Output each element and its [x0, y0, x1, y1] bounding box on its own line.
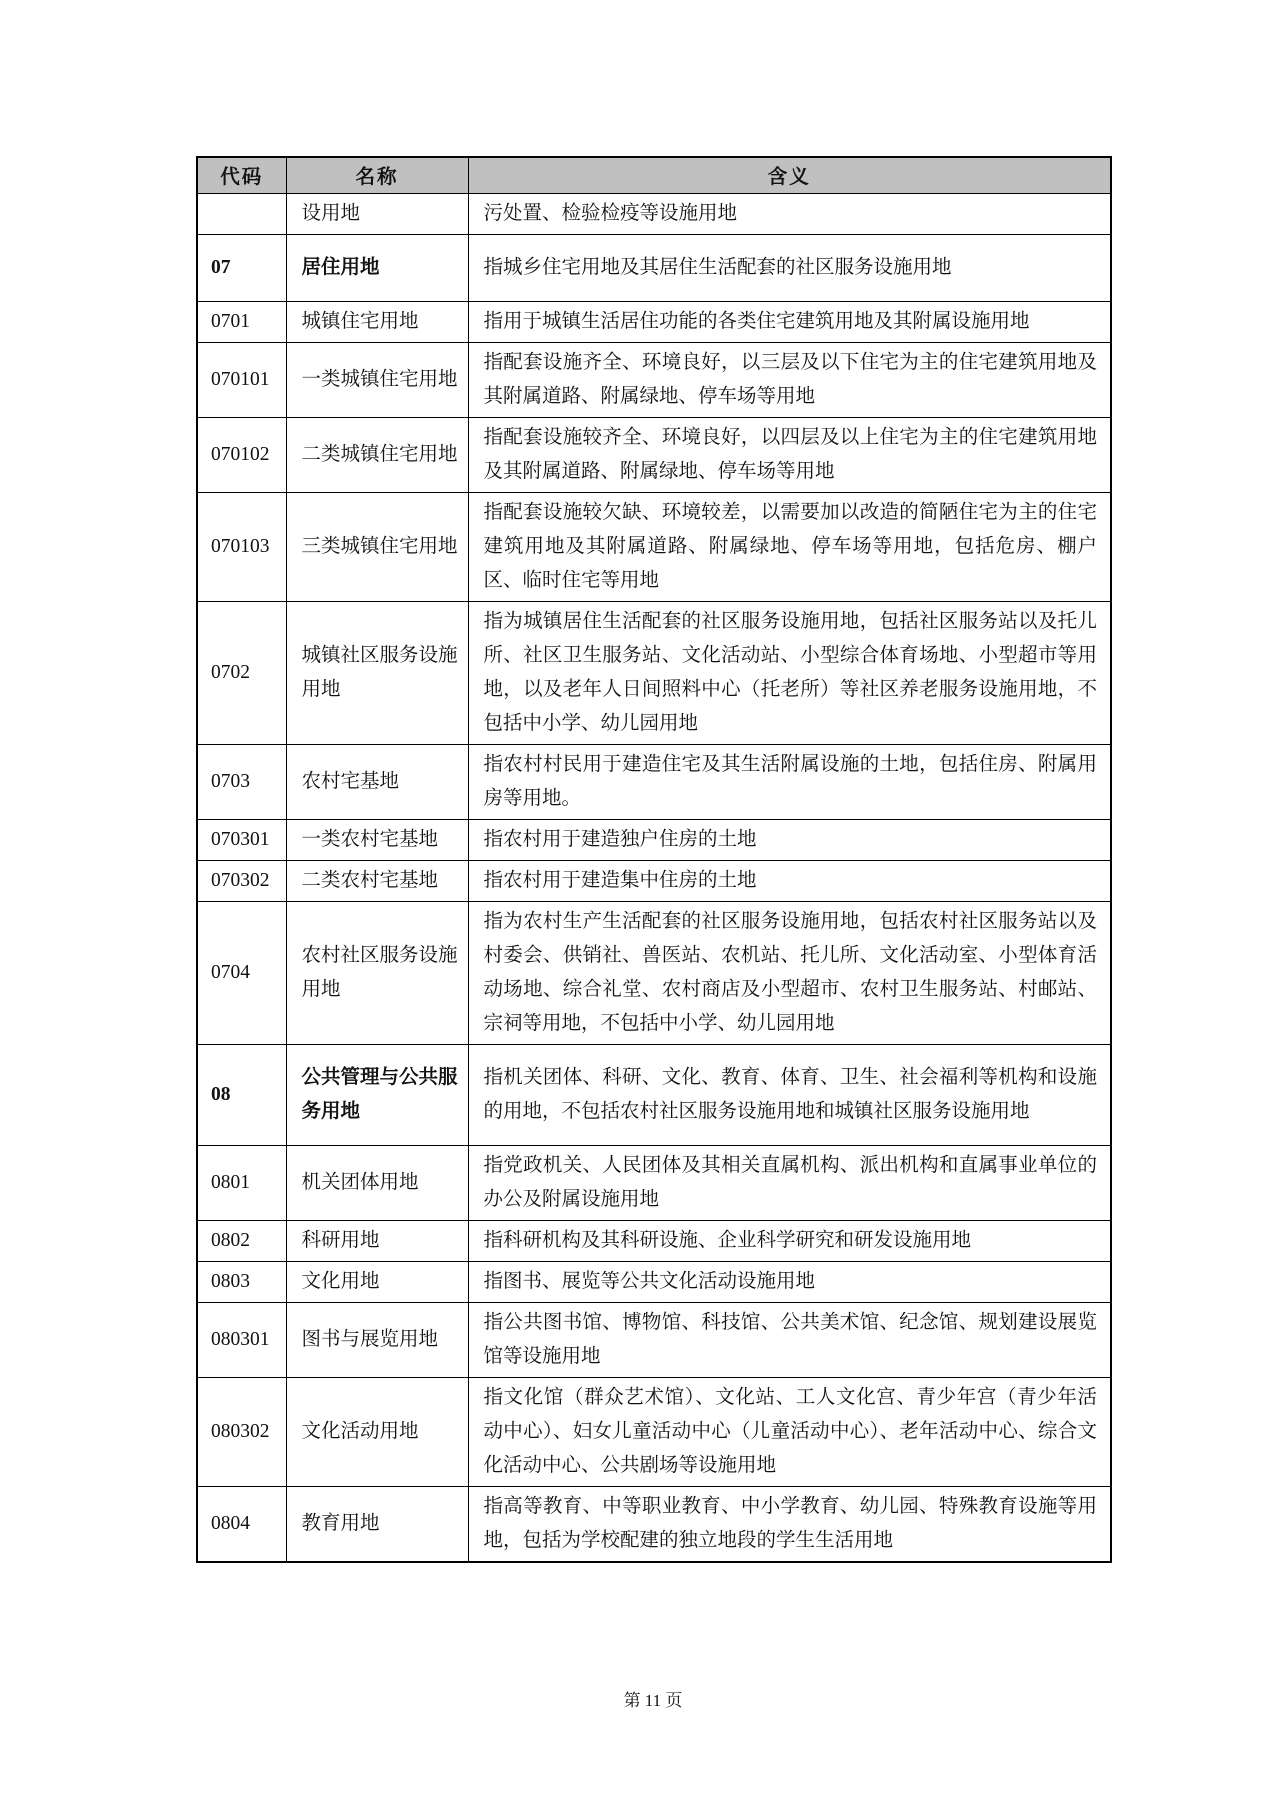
code-cell: 0802	[197, 1220, 286, 1261]
column-header: 含义	[468, 157, 1111, 193]
table-row	[197, 744, 1111, 819]
name-cell: 教育用地	[286, 1486, 468, 1562]
name-cell: 文化活动用地	[286, 1377, 468, 1486]
name-cell: 机关团体用地	[286, 1145, 468, 1220]
meaning-cell: 指为农村生产生活配套的社区服务设施用地，包括农村社区服务站以及村委会、供销社、兽医站、农机站、托儿所、文化活动室、小型体育活动场地、综合礼堂、农村商店及小型超市、农村卫生服务站、村邮站、宗祠等用地，不包括中小学、幼儿园用地	[468, 901, 1111, 1044]
code-cell: 0801	[197, 1145, 286, 1220]
meaning-cell: 指用于城镇生活居住功能的各类住宅建筑用地及其附属设施用地	[468, 301, 1111, 342]
name-cell: 科研用地	[286, 1220, 468, 1261]
name-cell: 城镇社区服务设施用地	[286, 601, 468, 744]
name-cell: 公共管理与公共服务用地	[286, 1044, 468, 1145]
table-body	[197, 193, 1111, 1562]
meaning-cell: 指党政机关、人民团体及其相关直属机构、派出机构和直属事业单位的办公及附属设施用地	[468, 1145, 1111, 1220]
code-cell: 070302	[197, 860, 286, 901]
meaning-cell: 指科研机构及其科研设施、企业科学研究和研发设施用地	[468, 1220, 1111, 1261]
name-cell: 居住用地	[286, 234, 468, 301]
name-cell: 一类农村宅基地	[286, 819, 468, 860]
meaning-cell: 指文化馆（群众艺术馆）、文化站、工人文化宫、青少年宫（青少年活动中心）、妇女儿童活动中心（儿童活动中心）、老年活动中心、综合文化活动中心、公共剧场等设施用地	[468, 1377, 1111, 1486]
name-cell: 二类城镇住宅用地	[286, 417, 468, 492]
meaning-cell: 指为城镇居住生活配套的社区服务设施用地，包括社区服务站以及托儿所、社区卫生服务站、文化活动站、小型综合体育场地、小型超市等用地，以及老年人日间照料中心（托老所）等社区养老服务设施用地，不包括中小学、幼儿园用地	[468, 601, 1111, 744]
code-cell: 070102	[197, 417, 286, 492]
meaning-cell: 指公共图书馆、博物馆、科技馆、公共美术馆、纪念馆、规划建设展览馆等设施用地	[468, 1302, 1111, 1377]
table-row	[197, 860, 1111, 901]
code-cell: 070101	[197, 342, 286, 417]
table-row	[197, 301, 1111, 342]
code-cell: 070103	[197, 492, 286, 601]
name-cell: 文化用地	[286, 1261, 468, 1302]
meaning-cell: 指配套设施较齐全、环境良好，以四层及以上住宅为主的住宅建筑用地及其附属道路、附属绿地、停车场等用地	[468, 417, 1111, 492]
meaning-cell: 指农村村民用于建造住宅及其生活附属设施的土地，包括住房、附属用房等用地。	[468, 744, 1111, 819]
code-cell: 0804	[197, 1486, 286, 1562]
table-row	[197, 342, 1111, 417]
code-cell	[197, 193, 286, 234]
meaning-cell: 指城乡住宅用地及其居住生活配套的社区服务设施用地	[468, 234, 1111, 301]
table-row	[197, 1377, 1111, 1486]
meaning-cell: 指图书、展览等公共文化活动设施用地	[468, 1261, 1111, 1302]
code-cell: 080302	[197, 1377, 286, 1486]
code-cell: 080301	[197, 1302, 286, 1377]
meaning-cell: 指机关团体、科研、文化、教育、体育、卫生、社会福利等机构和设施的用地，不包括农村社区服务设施用地和城镇社区服务设施用地	[468, 1044, 1111, 1145]
column-header: 代码	[197, 157, 286, 193]
table-row	[197, 417, 1111, 492]
name-cell: 农村宅基地	[286, 744, 468, 819]
code-cell: 0803	[197, 1261, 286, 1302]
table-header-row	[197, 157, 1111, 193]
meaning-cell: 指高等教育、中等职业教育、中小学教育、幼儿园、特殊教育设施等用地，包括为学校配建的独立地段的学生生活用地	[468, 1486, 1111, 1562]
code-cell: 0704	[197, 901, 286, 1044]
table-row	[197, 1044, 1111, 1145]
name-cell: 三类城镇住宅用地	[286, 492, 468, 601]
table-row	[197, 492, 1111, 601]
code-cell: 07	[197, 234, 286, 301]
meaning-cell: 指农村用于建造集中住房的土地	[468, 860, 1111, 901]
name-cell: 一类城镇住宅用地	[286, 342, 468, 417]
table-row	[197, 901, 1111, 1044]
table-row	[197, 1302, 1111, 1377]
name-cell: 设用地	[286, 193, 468, 234]
meaning-cell: 污处置、检验检疫等设施用地	[468, 193, 1111, 234]
meaning-cell: 指配套设施较欠缺、环境较差，以需要加以改造的简陋住宅为主的住宅建筑用地及其附属道路、附属绿地、停车场等用地，包括危房、棚户区、临时住宅等用地	[468, 492, 1111, 601]
meaning-cell: 指配套设施齐全、环境良好，以三层及以下住宅为主的住宅建筑用地及其附属道路、附属绿地、停车场等用地	[468, 342, 1111, 417]
code-cell: 0703	[197, 744, 286, 819]
name-cell: 图书与展览用地	[286, 1302, 468, 1377]
table-row	[197, 819, 1111, 860]
name-cell: 城镇住宅用地	[286, 301, 468, 342]
code-cell: 08	[197, 1044, 286, 1145]
land-use-classification-table	[196, 156, 1112, 1563]
table-row	[197, 1145, 1111, 1220]
table-row	[197, 601, 1111, 744]
page-number: 第 11 页	[623, 1691, 683, 1710]
meaning-cell: 指农村用于建造独户住房的土地	[468, 819, 1111, 860]
table-row	[197, 193, 1111, 234]
name-cell: 农村社区服务设施用地	[286, 901, 468, 1044]
code-cell: 0701	[197, 301, 286, 342]
table-row	[197, 1486, 1111, 1562]
table-row	[197, 1261, 1111, 1302]
column-header: 名称	[286, 157, 468, 193]
table-row	[197, 234, 1111, 301]
table-row	[197, 1220, 1111, 1261]
code-cell: 070301	[197, 819, 286, 860]
code-cell: 0702	[197, 601, 286, 744]
name-cell: 二类农村宅基地	[286, 860, 468, 901]
